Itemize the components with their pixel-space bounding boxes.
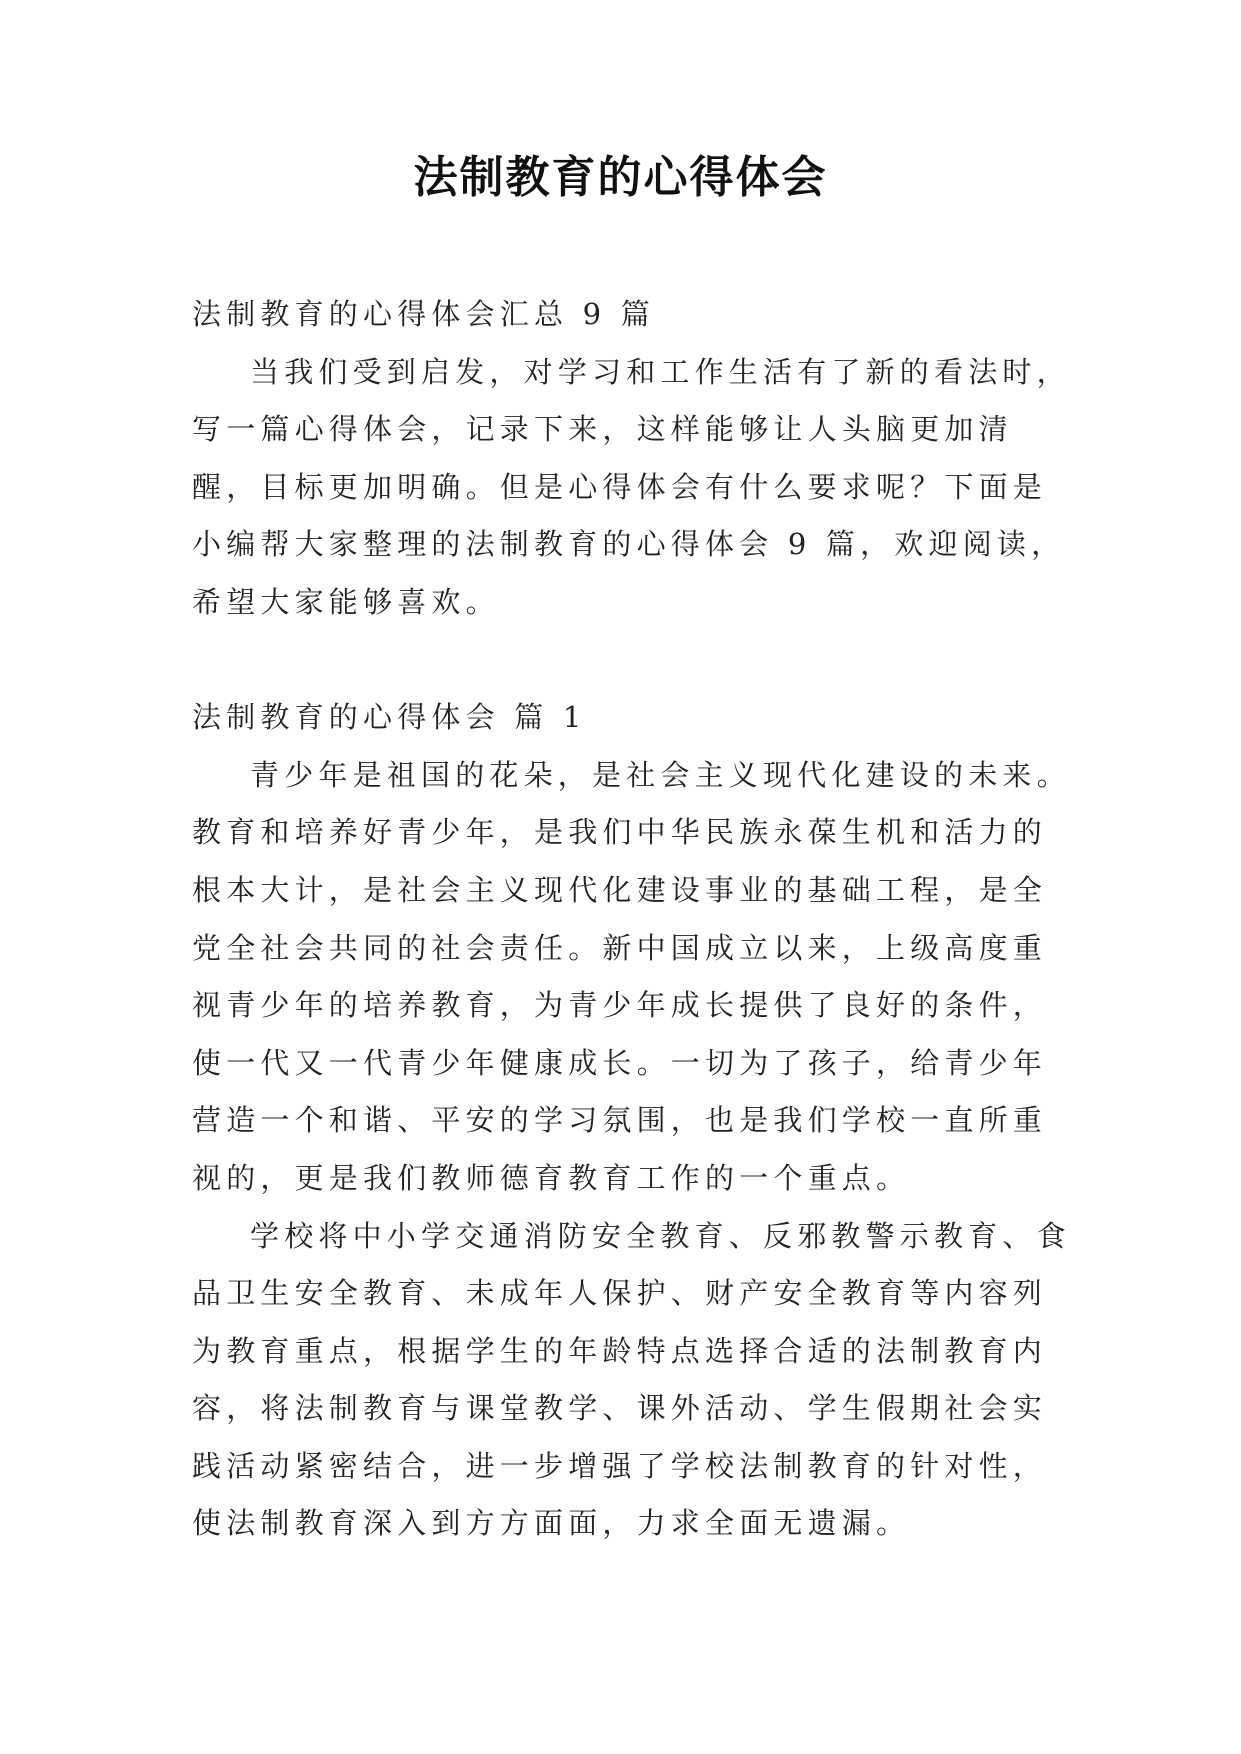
body-paragraph: 青少年是祖国的花朵，是社会主义现代化建设的未来。教育和培养好青少年，是我们中华民族永葆生机和活力的根本大计，是社会主义现代化建设事业的基础工程，是全党全社会共同的社会责任。新中国成立以来，上级高度重视青少年的培养教育，为青少年成长提供了良好的条件，使一代又一代青少年健康成长。一切为了孩子，给青少年营造一个和谐、平安的学习氛围，也是我们学校一直所重视的，更是我们教师德育教育工作的一个重点。 [192, 757, 1071, 1195]
intro-paragraph: 当我们受到启发，对学习和工作生活有了新的看法时，写一篇心得体会，记录下来，这样能够让人头脑更加清醒，目标更加明确。但是心得体会有什么要求呢？下面是小编帮大家整理的法制教育的心得体会 9 篇，欢迎阅读，希望大家能够喜欢。 [192, 354, 1071, 619]
document-body [192, 286, 1072, 1553]
section-heading: 法制教育的心得体会 篇 1 [192, 700, 587, 735]
body-paragraph: 学校将中小学交通消防安全教育、反邪教警示教育、食品卫生安全教育、未成年人保护、财产安全教育等内容列为教育重点，根据学生的年龄特点选择合适的法制教育内容，将法制教育与课堂教学、课外活动、学生假期社会实践活动紧密结合，进一步增强了学校法制教育的针对性，使法制教育深入到方方面面，力求全面无遗漏。 [192, 1218, 1071, 1541]
document-title: 法制教育的心得体会 [413, 152, 828, 203]
section-spacer [192, 632, 1072, 690]
collection-subtitle: 法制教育的心得体会汇总 9 篇 [192, 297, 655, 331]
